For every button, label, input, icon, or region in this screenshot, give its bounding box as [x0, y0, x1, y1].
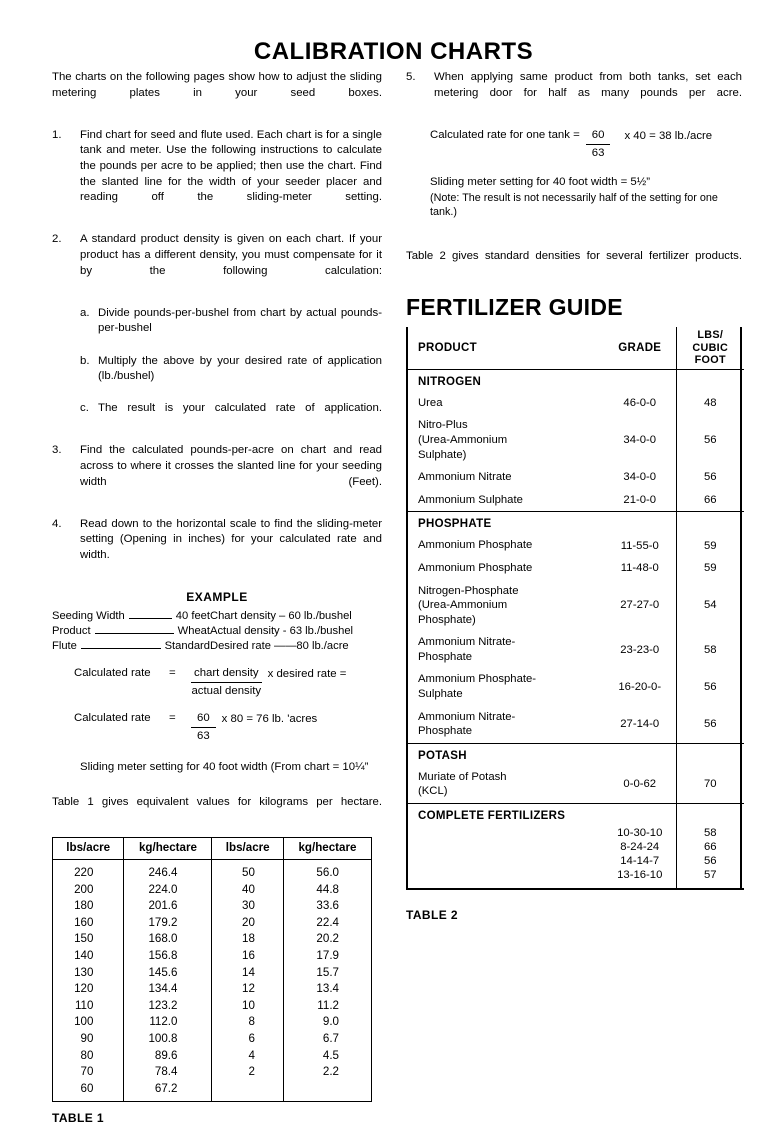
table-cell: 145.6: [124, 965, 212, 982]
table-cell: [283, 1081, 371, 1102]
table-cell: 22.4: [283, 915, 371, 932]
item-text: Find chart for seed and flute used. Each chart is for a single tank and meter. Use the following instructions to calculate the pounds per acre to be applied; then use the chart. Find the slanted line for the width of your seeder placer and reading off the sliding-meter setting.: [80, 128, 382, 204]
sub-item-b: [80, 354, 382, 401]
grade-cell: 27-14-0: [620, 718, 660, 731]
lbs-per-cubic-foot-cell: 66: [676, 489, 744, 512]
table-cell: 15.7: [283, 965, 371, 982]
product-cell: [408, 840, 604, 854]
table-row: [408, 414, 744, 466]
grade-cell: 0-0-62: [623, 778, 657, 791]
example-row-product: [52, 624, 382, 639]
table-row: [408, 706, 744, 744]
table-cell: 120: [53, 981, 124, 998]
page-title: CALIBRATION CHARTS: [253, 38, 534, 65]
formula-label: Calculated rate: [74, 712, 151, 725]
instruction-item-1: [52, 128, 382, 222]
table-row: [53, 998, 372, 1015]
section-blank-cell: [676, 512, 744, 534]
sub-item-c: [80, 401, 382, 432]
example-label: Flute: [52, 640, 77, 653]
lbs-per-cubic-foot-cell: 59: [676, 557, 744, 580]
product-cell: Ammonium Sulphate: [418, 493, 523, 506]
table-row: [53, 948, 372, 965]
table-cell: 90: [53, 1031, 124, 1048]
table2-intro: Table 2 gives standard densities for several fertilizer products.: [406, 249, 742, 262]
table-cell: 67.2: [124, 1081, 212, 1102]
table-cell: 17.9: [283, 948, 371, 965]
table-cell: 100: [53, 1014, 124, 1031]
table2-header-row: [408, 327, 744, 369]
table-row: [53, 882, 372, 899]
table-cell: 56.0: [283, 860, 371, 882]
example-right-value: Chart density – 60 lb./bushel: [210, 610, 352, 623]
table-header-row: [53, 838, 372, 860]
sliding-meter-setting-line: Sliding meter setting for 40 foot width (From chart = 10¼”: [80, 761, 369, 774]
column-header-kg-hectare-2: kg/hectare: [283, 838, 371, 860]
table1-intro: Table 1 gives equivalent values for kilograms per hectare.: [52, 796, 382, 809]
table-row: [53, 1081, 372, 1102]
instruction-item-5: [406, 70, 742, 117]
one-tank-setting-line: Sliding meter setting for 40 foot width = 5½”: [430, 175, 651, 188]
table-cell: 12: [212, 981, 283, 998]
section-title: POTASH: [418, 749, 467, 762]
table-cell: [212, 1081, 283, 1102]
fraction-numerator: chart density: [191, 666, 262, 683]
column-header-kg-hectare-1: kg/hectare: [124, 838, 212, 860]
example-value: Wheat: [177, 625, 210, 638]
one-tank-note: (Note: The result is not necessarily half of the setting for one tank.): [430, 191, 718, 218]
equals-sign: =: [169, 667, 176, 680]
conversion-table: [52, 837, 372, 1102]
instruction-sublist: [80, 306, 382, 433]
fraction-numerator: 60: [191, 711, 216, 728]
table-cell: 44.8: [283, 882, 371, 899]
table-cell: 60: [53, 1081, 124, 1102]
table-cell: 160: [53, 915, 124, 932]
grade-cell: 46-0-0: [623, 397, 657, 410]
section-title: PHOSPHATE: [418, 518, 492, 531]
table-cell: 11.2: [283, 998, 371, 1015]
table1-body: [53, 860, 372, 1102]
lbs-header-line-2: CUBIC: [692, 341, 729, 354]
column-header-lbs-acre-2: lbs/acre: [212, 838, 283, 860]
table-row: [408, 580, 744, 632]
table-cell: 30: [212, 898, 283, 915]
table-cell: 10: [212, 998, 283, 1015]
table-row: [53, 898, 372, 915]
table-cell: 2: [212, 1064, 283, 1081]
lbs-per-cubic-foot-cell: 56: [676, 668, 744, 705]
example-value: 40 feet: [175, 610, 210, 623]
table-cell: 110: [53, 998, 124, 1015]
section-blank-cell: [676, 369, 744, 392]
table-row: [408, 840, 744, 854]
section-header-row: [408, 744, 744, 766]
section-header-row: [408, 804, 744, 826]
item-text: Read down to the horizontal scale to find the sliding-meter setting (Opening in inches) for your calculated rate and width.: [80, 517, 382, 562]
lbs-per-cubic-foot-cell: 56: [676, 466, 744, 489]
intro-paragraph: The charts on the following pages show how to adjust the sliding metering plates in your seed boxes.: [52, 71, 382, 99]
dash-rule: [95, 633, 174, 634]
product-cell: Ammonium Nitrate- Phosphate: [418, 636, 516, 663]
sub-item-a: [80, 306, 382, 353]
lbs-per-cubic-foot-cell: 58: [676, 631, 744, 668]
item-text: A standard product density is given on each chart. If your product has a different density, you must compensate for it by the following calculation:: [80, 233, 382, 277]
table-row: [408, 868, 744, 889]
section-blank-cell: [676, 744, 744, 766]
table-cell: 13.4: [283, 981, 371, 998]
table-cell: 130: [53, 965, 124, 982]
table-cell: 140: [53, 948, 124, 965]
lbs-per-cubic-foot-cell: 54: [676, 580, 744, 632]
table-cell: 179.2: [124, 915, 212, 932]
lbs-header-line-3: FOOT: [694, 354, 726, 367]
section-header-row: [408, 369, 744, 392]
table-cell: 89.6: [124, 1048, 212, 1065]
equals-sign: =: [169, 712, 176, 725]
lbs-per-cubic-foot-cell: 58: [676, 826, 744, 840]
table-cell: 8: [212, 1014, 283, 1031]
table-row: [408, 631, 744, 668]
table-cell: 2.2: [283, 1064, 371, 1081]
column-header-lbs-acre-1: lbs/acre: [53, 838, 124, 860]
table-cell: 180: [53, 898, 124, 915]
column-header-product: PRODUCT: [408, 327, 604, 369]
table1-caption: TABLE 1: [52, 1111, 104, 1125]
item-number: 2.: [52, 233, 62, 246]
table-cell: 150: [53, 931, 124, 948]
table-row: [53, 1031, 372, 1048]
product-cell: [408, 826, 604, 840]
table1-section: [52, 795, 382, 1125]
fraction-denominator: 63: [197, 730, 210, 743]
fraction-denominator: actual density: [191, 685, 262, 698]
table-cell: 50: [212, 860, 283, 882]
fraction-numerator: 60: [586, 128, 611, 145]
item-number: 4.: [52, 517, 62, 530]
table-cell: 80: [53, 1048, 124, 1065]
fertilizer-table: [408, 327, 744, 890]
table-cell: 20: [212, 915, 283, 932]
item-number: 5.: [406, 71, 416, 83]
sub-item-letter: c.: [80, 402, 89, 415]
table-cell: 134.4: [124, 981, 212, 998]
table-cell: 18: [212, 931, 283, 948]
left-column: [52, 70, 382, 1125]
right-column: [406, 70, 742, 922]
product-cell: Nitro-Plus (Urea-Ammonium Sulphate): [418, 419, 508, 461]
section-header-row: [408, 512, 744, 534]
table-cell: 33.6: [283, 898, 371, 915]
table-row: [408, 826, 744, 840]
table2-caption: TABLE 2: [406, 908, 458, 923]
formula-tail: x 40 = 38 lb./acre: [624, 129, 713, 142]
table-row: [408, 766, 744, 804]
product-cell: Nitrogen-Phosphate (Urea-Ammonium Phosphate): [418, 584, 519, 626]
table-row: [53, 915, 372, 932]
lbs-per-cubic-foot-cell: 59: [676, 534, 744, 557]
product-cell: Muriate of Potash (KCL): [418, 770, 507, 798]
product-cell: Ammonium Nitrate- Phosphate: [418, 710, 516, 738]
grade-cell: 34-0-0: [623, 434, 657, 447]
table-row: [53, 1064, 372, 1081]
table-cell: 4.5: [283, 1048, 371, 1065]
column-header-lbs-cubic-foot: [676, 327, 744, 369]
sub-item-text: The result is your calculated rate of application.: [98, 402, 382, 415]
instruction-item-2: [52, 232, 382, 294]
fraction: [191, 711, 216, 744]
product-cell: Ammonium Phosphate- Sulphate: [418, 673, 537, 701]
table-row: [53, 931, 372, 948]
example-right-value: Actual density - 63 lb./bushel: [210, 625, 354, 638]
example-value: Standard: [164, 640, 210, 653]
table-row: [408, 668, 744, 705]
fertilizer-table-frame: [406, 327, 742, 890]
formula-tail: x 80 = 76 lb. 'acres: [221, 713, 318, 726]
fertilizer-guide-title: FERTILIZER GUIDE: [406, 293, 623, 320]
example-row-seeding-width: [52, 609, 382, 624]
lbs-per-cubic-foot-cell: 70: [676, 766, 744, 804]
table-row: [53, 965, 372, 982]
item-text: Find the calculated pounds-per-acre on chart and read across to where it crosses the slanted line for your seeding width (Feet).: [80, 444, 382, 488]
table-row: [408, 854, 744, 868]
table-cell: 168.0: [124, 931, 212, 948]
grade-cell: 14-14-7: [620, 855, 660, 868]
table-cell: 6: [212, 1031, 283, 1048]
grade-cell: 10-30-10: [617, 827, 663, 840]
table-row: [53, 1014, 372, 1031]
table-cell: 4: [212, 1048, 283, 1065]
table-cell: 156.8: [124, 948, 212, 965]
grade-cell: 23-23-0: [620, 643, 660, 656]
example-right-value: Desired rate ——80 lb./acre: [210, 640, 349, 653]
table-row: [53, 981, 372, 998]
dash-rule: [129, 618, 172, 619]
sub-item-text: Divide pounds-per-bushel from chart by actual pounds-per-bushel: [98, 306, 382, 335]
section-title: COMPLETE FERTILIZERS: [418, 810, 566, 823]
table-cell: 14: [212, 965, 283, 982]
calculated-rate-formula-2: [74, 711, 382, 744]
product-cell: Ammonium Phosphate: [418, 561, 533, 574]
table-row: [408, 392, 744, 415]
lbs-per-cubic-foot-cell: 57: [676, 868, 744, 889]
table-row: [408, 534, 744, 557]
grade-cell: 11-48-0: [620, 562, 659, 575]
table-row: [53, 860, 372, 882]
table-cell: 100.8: [124, 1031, 212, 1048]
table-row: [53, 1048, 372, 1065]
lbs-per-cubic-foot-cell: 48: [676, 392, 744, 415]
formula-tail: x desired rate =: [267, 668, 347, 681]
grade-cell: 21-0-0: [623, 494, 657, 507]
lbs-per-cubic-foot-cell: 66: [676, 840, 744, 854]
grade-cell: 34-0-0: [623, 471, 657, 484]
grade-cell: 8-24-24: [620, 841, 660, 854]
table-row: [408, 466, 744, 489]
example-heading: EXAMPLE: [186, 590, 248, 605]
product-cell: Ammonium Phosphate: [418, 539, 533, 552]
calculated-rate-formula-1: [74, 666, 382, 699]
fraction-denominator: 63: [591, 146, 605, 159]
table-cell: 78.4: [124, 1064, 212, 1081]
table-cell: 123.2: [124, 998, 212, 1015]
product-cell: [408, 868, 604, 889]
one-tank-rate-formula: [430, 128, 742, 161]
table-cell: 220: [53, 860, 124, 882]
grade-cell: 27-27-0: [620, 599, 660, 612]
table2-body: [408, 369, 744, 889]
table-cell: 40: [212, 882, 283, 899]
table-cell: 6.7: [283, 1031, 371, 1048]
fraction: [586, 128, 611, 161]
table-cell: 9.0: [283, 1014, 371, 1031]
table-cell: 224.0: [124, 882, 212, 899]
item-number: 3.: [52, 444, 62, 457]
table-cell: 201.6: [124, 898, 212, 915]
example-label: Product: [52, 625, 91, 638]
dash-rule: [81, 648, 161, 649]
product-cell: Ammonium Nitrate: [418, 471, 512, 484]
product-cell: [408, 854, 604, 868]
section-title: NITROGEN: [418, 375, 482, 388]
table-cell: 112.0: [124, 1014, 212, 1031]
instruction-item-4: [52, 517, 382, 579]
formula-label: Calculated rate for one tank =: [430, 128, 580, 141]
example-label: Seeding Width: [52, 610, 125, 623]
grade-cell: 16-20-0-: [618, 681, 662, 694]
table-cell: 246.4: [124, 860, 212, 882]
product-cell: Urea: [418, 396, 443, 409]
column-header-grade: GRADE: [604, 327, 676, 369]
lbs-header-line-1: LBS/: [697, 328, 724, 341]
grade-cell: 13-16-10: [604, 868, 676, 889]
lbs-per-cubic-foot-cell: 56: [676, 854, 744, 868]
section-blank-cell: [676, 804, 744, 826]
item-text: When applying same product from both tanks, set each metering door for half as many pounds per acre.: [434, 71, 742, 99]
table-row: [408, 557, 744, 580]
sub-item-letter: a.: [80, 306, 90, 319]
sub-item-text: Multiply the above by your desired rate of application (lb./bushel): [98, 354, 382, 383]
example-row-flute: [52, 639, 382, 654]
formula-label: Calculated rate: [74, 667, 151, 680]
grade-cell: 11-55-0: [620, 539, 659, 552]
instruction-item-3: [52, 443, 382, 505]
table-cell: 70: [53, 1064, 124, 1081]
table-row: [408, 489, 744, 512]
lbs-per-cubic-foot-cell: 56: [676, 414, 744, 466]
fraction: [191, 666, 262, 699]
table-cell: 200: [53, 882, 124, 899]
sub-item-letter: b.: [80, 354, 90, 367]
table-cell: 16: [212, 948, 283, 965]
lbs-per-cubic-foot-cell: 56: [676, 706, 744, 744]
table-cell: 20.2: [283, 931, 371, 948]
item-number: 1.: [52, 128, 62, 141]
